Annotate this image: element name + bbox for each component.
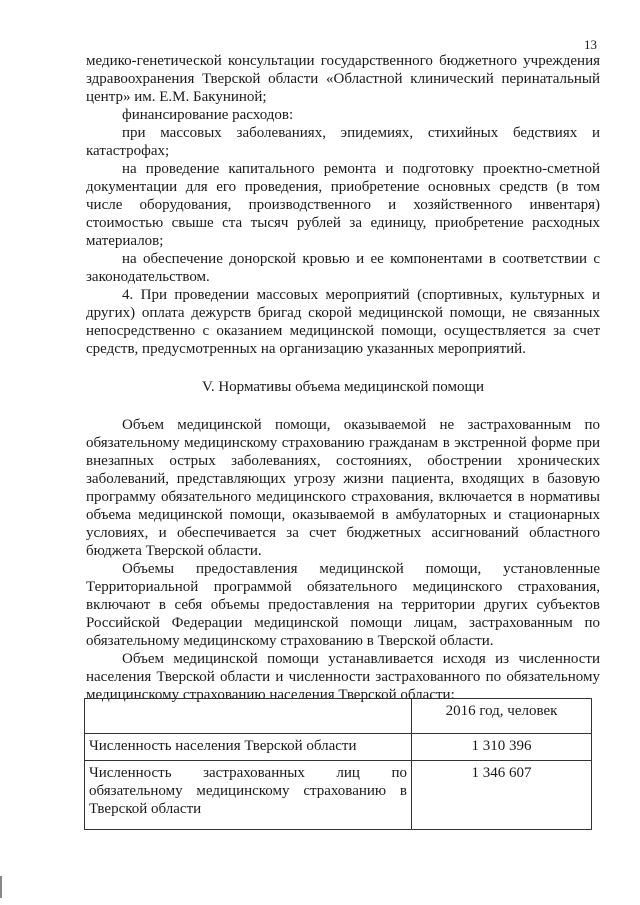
paragraph: финансирование расходов:: [122, 107, 294, 123]
page-number: 13: [584, 37, 597, 52]
row-label: Численность населения Тверской области: [85, 734, 412, 761]
table-row: [85, 761, 592, 830]
row-value: 1 346 607: [412, 761, 592, 830]
paragraph: Объемы предоставления медицинской помощи, установленные Территориальной программой обязательного медицинского страхования, включают в себя объемы предоставления на территории других субъектов Российской Федерации медицинской помощи лицам, застрахованным по обязательному медицинскому страхованию в Тверской области.: [86, 561, 600, 649]
document-body: [86, 52, 600, 704]
paragraph: на проведение капитального ремонта и подготовку проектно-сметной документации для его проведения, приобретение основных средств (в том числе оборудования, производственного и хозяйственного инвентаря) стоимостью свыше ста тысяч рублей за единицу, приобретение расходных материалов;: [86, 161, 600, 249]
scan-edge-mark: [0, 876, 2, 898]
paragraph: Объем медицинской помощи устанавливается исходя из численности населения Тверской области и численности застрахованного по обязательному медицинскому страхованию населения Тверской области:: [86, 651, 600, 703]
paragraph: медико-генетической консультации государственного бюджетного учреждения здравоохранения Тверской области «Областной клинический перинатальный центр» им. Е.М. Бакуниной;: [86, 53, 600, 105]
table-header-row: [85, 699, 592, 734]
row-label: Численность застрахованных лиц по обязательному медицинскому страхованию в Тверской области: [85, 761, 412, 830]
table-header-year: 2016 год, человек: [412, 699, 592, 734]
paragraph: на обеспечение донорской кровью и ее компонентами в соответствии с законодательством.: [86, 251, 600, 285]
row-value: 1 310 396: [412, 734, 592, 761]
table-header-cell: [85, 699, 412, 734]
paragraph: Объем медицинской помощи, оказываемой не застрахованным по обязательному медицинскому страхованию гражданам в экстренной форме при внезапных острых заболеваниях, состояниях, обострении хронических заболеваний, представляющих угрозу жизни пациента, входящих в базовую программу обязательного медицинского страхования, включается в нормативы объема медицинской помощи, оказываемой в амбулаторных и стационарных условиях, и обеспечивается за счет бюджетных ассигнований областного бюджета Тверской области.: [86, 417, 600, 559]
population-table: [84, 698, 592, 830]
paragraph: 4. При проведении массовых мероприятий (спортивных, культурных и других) оплата дежурств бригад скорой медицинской помощи, не связанных непосредственно с оказанием медицинской помощи, осуществляется за счет средств, предусмотренных на организацию указанных мероприятий.: [86, 287, 600, 357]
table-row: [85, 734, 592, 761]
paragraph: при массовых заболеваниях, эпидемиях, стихийных бедствиях и катастрофах;: [86, 125, 600, 159]
section-heading: V. Нормативы объема медицинской помощи: [201, 379, 485, 395]
